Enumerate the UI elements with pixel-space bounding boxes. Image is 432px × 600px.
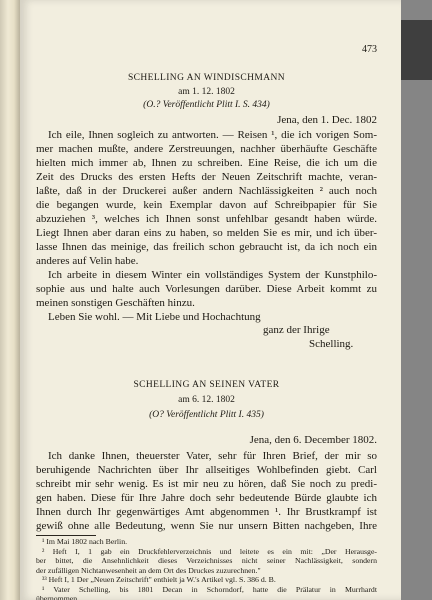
letter1-line: hielten mich immer ab, Ihnen zu schreiben. Eine Reise, die ich um die <box>36 157 377 169</box>
letter1-date: am 1. 12. 1802 <box>178 87 235 97</box>
book-page <box>20 0 401 600</box>
footnote: übernommen. <box>36 594 80 600</box>
letter1-line: sophie aus und halte auch Vorlesungen darüber. Diese Arbeit kommt zu <box>36 283 377 295</box>
letter1-line: Ich eile, Ihnen sogleich zu antworten. — Reisen ¹, die ich vorigen Som- <box>48 129 377 141</box>
letter1-source: (O.? Veröffentlicht Plitt I. S. 434) <box>143 100 270 110</box>
letter1-line: Ich arbeite in diesem Winter ein vollständiges System der Kunstphilo- <box>48 269 377 281</box>
letter2-line: gen haben. Diese für Ihre Jahre doch sehr bedeutende Bürde glaubte ich <box>36 492 377 504</box>
footnote: ¹ Vater Schelling, bis 1801 Decan in Schorndorf, hatte die Prälatur in Murrhardt <box>42 584 377 594</box>
letter1-line: mer machen mußte, andere Zerstreuungen, nachher überhäufte Geschäfte <box>36 143 377 155</box>
letter1-signature: Schelling. <box>309 338 354 350</box>
footnote-rule <box>36 535 96 536</box>
letter1-line: Leben Sie wohl. — Mit Liebe und Hochachtung <box>48 311 261 323</box>
scan-background-band <box>401 20 432 80</box>
scan-background-strip <box>401 0 432 600</box>
letter2-dateline: Jena, den 6. December 1802. <box>249 434 377 446</box>
letter1-line: meinen sonstigen Geschäften hinzu. <box>36 297 195 309</box>
letter1-line: Liegt Ihnen aber daran eins zu haben, so melden Sie es mir, und ich über- <box>36 227 377 239</box>
footnote: ² Heft I, 1 gab ein Druckfehlerverzeichnis und leitete es ein mit: „Der Herausge- <box>42 546 377 556</box>
page-stack-edge <box>0 0 20 600</box>
footnote: ber bittet, die Ansehnlichkeit dieses Verzeichnisses nicht seiner Nachlässigkeit, sondern <box>36 556 377 565</box>
letter2-date: am 6. 12. 1802 <box>178 395 235 405</box>
letter1-line: lasse Ihnen das meinige, das freilich schon gebraucht ist, da ich noch ein <box>36 241 377 253</box>
letter1-line: laßte, daß in der Druckerei außer andern Nachlässigkeiten ² auch noch <box>36 185 377 197</box>
letter2-line: Ihnen durch Ihr gegenwärtiges Amt abgenommen ¹. Ihr Brustkrampf ist <box>36 506 377 518</box>
footnote: ¹ Im Mai 1802 nach Berlin. <box>42 537 128 546</box>
letter2-line: schreibt mir sehr wenig. Es ist mir neu zu hören, daß Sie noch zu predi- <box>36 478 377 490</box>
letter1-closing: ganz der Ihrige <box>263 324 330 336</box>
footnote: ³³ Heft I, 1 Der „Neuen Zeitschrift" enthielt ja W.'s Artikel vgl. S. 386 d. B. <box>42 575 276 584</box>
page-number: 473 <box>362 44 377 55</box>
footnote: der zufälligen Nichtanwesenheit an dem Ort des Druckes zuzurechnen." <box>36 565 261 575</box>
letter2-line: gewiß ohne alle Bedeutung, wenn Sie nur unsern Bitten nachgeben, Ihre <box>36 520 377 532</box>
letter2-heading: SCHELLING AN SEINEN VATER <box>133 380 280 390</box>
letter1-heading: SCHELLING AN WINDISCHMANN <box>127 73 286 83</box>
letter1-line: anderes auf Velin habe. <box>36 255 139 267</box>
letter1-dateline: Jena, den 1. Dec. 1802 <box>277 114 377 126</box>
letter1-line: Zeit des Drucks des ersten Hefts der Neuen Zeitschrift machte, veran- <box>36 171 377 183</box>
letter2-line: beruhigende Nachrichten über Ihr allseitiges Wohlbefinden giebt. Carl <box>36 464 377 476</box>
letter1-line: die begangen wurde, kein Exemplar davon auf Schreibpapier für Sie <box>36 199 377 211</box>
letter2-source: (O? Veröffentlicht Plitt I. 435) <box>149 410 264 420</box>
letter1-line: abzuziehen ³, welches ich Ihnen sonst unfehlbar gesandt haben würde. <box>36 213 377 225</box>
letter2-line: Ich danke Ihnen, theuerster Vater, sehr für Ihren Brief, der mir so <box>48 450 377 462</box>
